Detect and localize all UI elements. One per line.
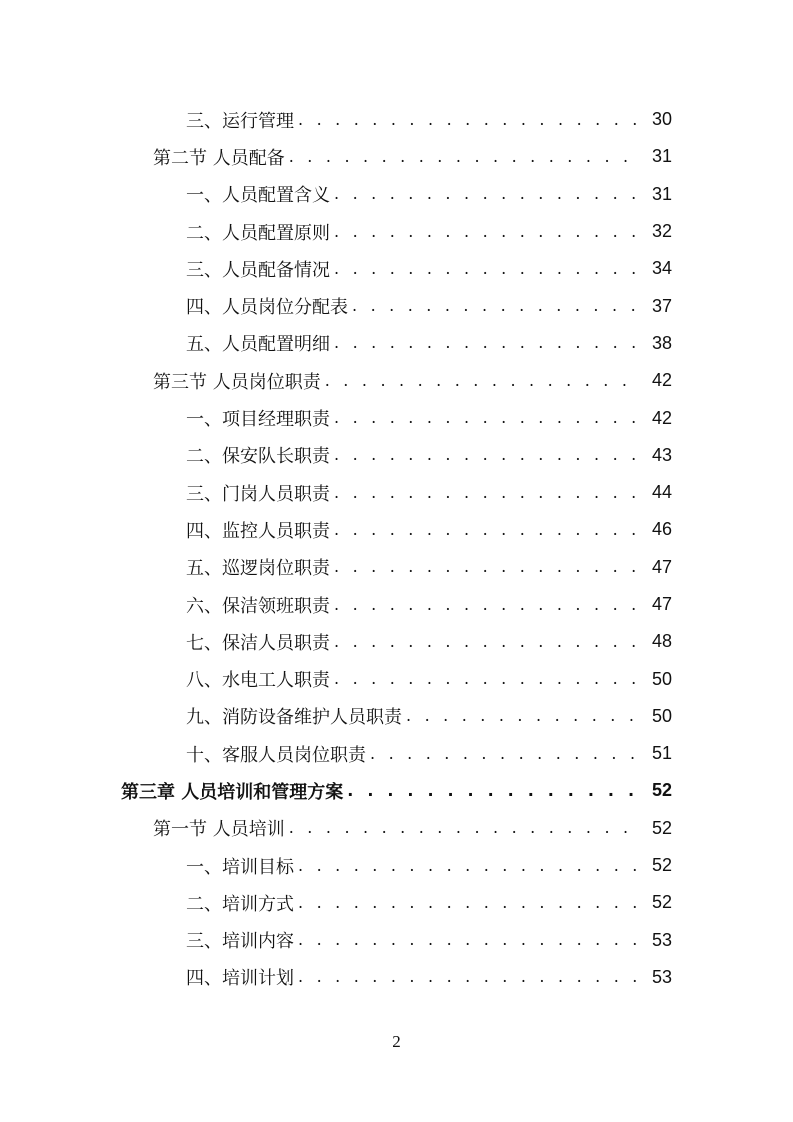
toc-entry-page: 47 xyxy=(651,594,672,614)
dot-leader xyxy=(334,186,642,202)
toc-entry-label: 三、运行管理 xyxy=(186,110,294,132)
toc-entry[interactable] xyxy=(0,101,793,138)
toc-entry-label: 一、项目经理职责 xyxy=(186,409,330,431)
toc-entry-label: 第二节 人员配备 xyxy=(153,147,285,169)
toc-entry[interactable] xyxy=(0,138,793,175)
toc-entry-page: 47 xyxy=(651,556,672,577)
toc-entry[interactable] xyxy=(0,847,793,884)
toc-entry-label: 八、水电工人职责 xyxy=(186,670,330,692)
toc-entry-label: 三、门岗人员职责 xyxy=(186,483,330,505)
toc-entry-label: 六、保洁领班职责 xyxy=(186,595,330,617)
dot-leader xyxy=(334,261,642,277)
toc-entry[interactable] xyxy=(0,213,793,250)
toc-entry-page: 31 xyxy=(651,146,672,167)
page-number: 2 xyxy=(392,1032,401,1051)
dot-leader xyxy=(334,447,642,463)
toc-entry-label: 九、消防设备维护人员职责 xyxy=(186,707,402,729)
dot-leader xyxy=(298,895,642,911)
toc-entry-page: 53 xyxy=(651,929,672,950)
toc-entry-page: 53 xyxy=(651,966,672,987)
toc-entry[interactable] xyxy=(0,586,793,623)
toc-entry[interactable] xyxy=(0,959,793,996)
toc-entry[interactable] xyxy=(0,922,793,959)
toc-entry-page: 44 xyxy=(651,482,672,503)
toc-entry-label: 一、培训目标 xyxy=(186,856,294,878)
toc-entry-label: 四、培训计划 xyxy=(186,968,294,990)
toc-entry-page: 43 xyxy=(651,444,672,465)
toc-entry[interactable] xyxy=(0,325,793,362)
toc-entry-page: 37 xyxy=(651,295,672,316)
dot-leader xyxy=(289,149,642,165)
toc-entry-label: 七、保洁人员职责 xyxy=(186,632,330,654)
toc-entry[interactable] xyxy=(0,660,793,697)
toc-entry-page: 48 xyxy=(651,631,672,652)
toc-entry-label: 五、巡逻岗位职责 xyxy=(186,558,330,580)
toc-entry-label: 三、培训内容 xyxy=(186,931,294,953)
toc-entry-page: 51 xyxy=(651,743,672,764)
toc-entry-label: 一、人员配置含义 xyxy=(186,185,330,207)
dot-leader xyxy=(334,485,642,501)
toc-entry[interactable] xyxy=(0,437,793,474)
table-of-contents xyxy=(0,101,793,996)
toc-entry[interactable] xyxy=(0,810,793,847)
dot-leader xyxy=(334,224,642,240)
toc-entry-page: 52 xyxy=(651,855,672,876)
toc-entry[interactable] xyxy=(0,250,793,287)
dot-leader xyxy=(298,858,642,874)
dot-leader xyxy=(334,559,642,575)
toc-entry-label: 五、人员配置明细 xyxy=(186,334,330,356)
toc-entry[interactable] xyxy=(0,474,793,511)
toc-entry-label: 四、人员岗位分配表 xyxy=(186,297,348,319)
dot-leader xyxy=(334,335,642,351)
toc-entry-label: 第一节 人员培训 xyxy=(153,819,285,841)
toc-entry[interactable] xyxy=(0,511,793,548)
toc-entry-page: 46 xyxy=(651,519,672,540)
dot-leader xyxy=(352,298,642,314)
dot-leader xyxy=(289,820,642,836)
dot-leader xyxy=(406,708,642,724)
toc-entry[interactable] xyxy=(0,884,793,921)
toc-entry-page: 42 xyxy=(651,407,672,428)
dot-leader xyxy=(370,746,642,762)
toc-entry-label: 二、人员配置原则 xyxy=(186,222,330,244)
toc-entry[interactable] xyxy=(0,772,793,809)
toc-entry-label: 二、保安队长职责 xyxy=(186,446,330,468)
toc-entry-page: 50 xyxy=(651,668,672,689)
dot-leader xyxy=(347,783,642,799)
toc-entry[interactable] xyxy=(0,735,793,772)
dot-leader xyxy=(334,522,642,538)
toc-entry-page: 30 xyxy=(651,109,672,130)
toc-entry-page: 38 xyxy=(651,332,672,353)
toc-entry-page: 34 xyxy=(651,258,672,279)
toc-entry[interactable] xyxy=(0,176,793,213)
toc-entry-label: 十、客服人员岗位职责 xyxy=(186,744,366,766)
dot-leader xyxy=(325,373,642,389)
toc-entry-label: 二、培训方式 xyxy=(186,893,294,915)
dot-leader xyxy=(334,671,642,687)
toc-entry-page: 52 xyxy=(651,817,672,838)
dot-leader xyxy=(298,112,642,128)
dot-leader xyxy=(298,932,642,948)
dot-leader xyxy=(334,410,642,426)
toc-entry-page: 50 xyxy=(651,705,672,726)
toc-entry-label: 第三节 人员岗位职责 xyxy=(153,371,321,393)
toc-entry[interactable] xyxy=(0,549,793,586)
toc-entry[interactable] xyxy=(0,698,793,735)
toc-entry[interactable] xyxy=(0,362,793,399)
toc-entry[interactable] xyxy=(0,287,793,324)
toc-entry-label: 第三章 人员培训和管理方案 xyxy=(121,781,344,803)
dot-leader xyxy=(334,597,642,613)
toc-entry-page: 32 xyxy=(651,221,672,242)
toc-entry-page: 42 xyxy=(651,370,672,391)
toc-entry[interactable] xyxy=(0,399,793,436)
dot-leader xyxy=(298,969,642,985)
toc-entry-label: 四、监控人员职责 xyxy=(186,520,330,542)
toc-entry-page: 31 xyxy=(651,183,672,204)
toc-entry-label: 三、人员配备情况 xyxy=(186,259,330,281)
dot-leader xyxy=(334,634,642,650)
toc-entry-page: 52 xyxy=(651,780,672,801)
toc-entry[interactable] xyxy=(0,623,793,660)
toc-entry-page: 52 xyxy=(651,892,672,913)
